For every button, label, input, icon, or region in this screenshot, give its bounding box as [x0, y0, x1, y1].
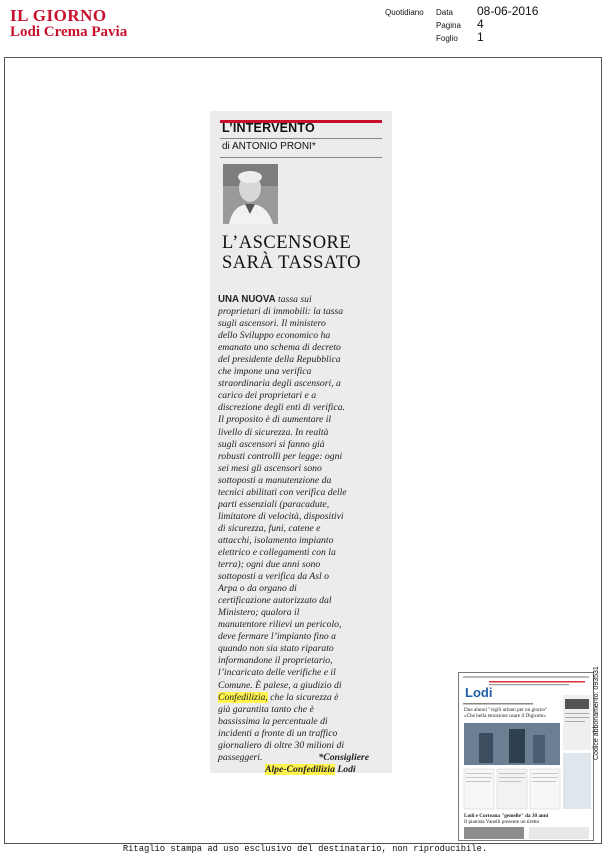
article-headline	[222, 233, 361, 273]
signature-line	[218, 764, 388, 776]
newspaper-edition: Lodi Crema Pavia	[10, 24, 128, 40]
meta-key: Foglio	[436, 34, 458, 43]
clipping-header	[0, 0, 610, 54]
clipping-meta	[436, 4, 538, 43]
thumb-headline: Due alunni "vigili urbani per un giorno"	[464, 707, 548, 713]
highlighted-term: Confedilizia,	[218, 691, 268, 703]
body-line: l’incaricato delle verifiche e il	[218, 667, 336, 679]
body-line: Il proposito è di aumentare il	[218, 414, 332, 426]
headline-line: SARÀ TASSATO	[222, 253, 362, 273]
body-line: proprietari di immobili: la tassa	[218, 306, 344, 318]
body-line: che impone una verifica	[218, 366, 312, 378]
body-line: emanato uno schema di decreto	[218, 342, 341, 354]
body-line: limitatore di velocità, dispositivi	[218, 510, 344, 522]
body-line: Comune. È palese, a giudizio di	[218, 679, 342, 691]
newspaper-name: IL GIORNO	[10, 6, 107, 25]
meta-key: Data	[436, 8, 453, 17]
lead-words: UNA NUOVA	[218, 294, 276, 305]
body-line: sugli ascensori si fanno già	[218, 438, 325, 450]
signature-role: *Consigliere	[318, 751, 370, 763]
body-line: parti essenziali (paracadute,	[218, 498, 330, 510]
meta-row-page	[436, 17, 538, 30]
body-fragment: passeggeri.	[218, 751, 263, 763]
body-fragment: tassa sui	[275, 294, 312, 305]
author-portrait-image	[223, 164, 278, 224]
body-line	[218, 294, 388, 306]
body-line: tecnici abilitati con verifica delle	[218, 486, 347, 498]
article-body	[218, 294, 388, 776]
body-line: elettrico e collegamenti con la	[218, 546, 336, 558]
meta-row-sheet	[436, 30, 538, 43]
article-kicker: L’INTERVENTO	[222, 121, 315, 135]
signature-place: Lodi	[334, 763, 356, 775]
meta-value: 08-06-2016	[477, 4, 539, 18]
body-line: di sicurezza, funi, catene e	[218, 522, 321, 534]
periodicity-label: Quotidiano	[385, 8, 424, 17]
body-line: robusti controlli per legge: ogni	[218, 450, 343, 462]
page-thumbnail-image	[459, 673, 594, 841]
body-line: incidenti a fronte di un traffico	[218, 727, 338, 739]
body-line: terra); ogni due anni sono	[218, 559, 321, 571]
body-line: bassissima la percentuale di	[218, 715, 328, 727]
body-fragment: che la sicurezza è	[267, 691, 339, 703]
body-line: sottoposti a verifica da Asl o	[218, 571, 329, 583]
meta-row-date	[436, 4, 538, 17]
body-line: sottoposti a manutenzione da	[218, 474, 332, 486]
highlighted-term: Alpe-Confedilizia	[265, 763, 335, 775]
body-line	[218, 692, 388, 704]
body-line: giornaliero di oltre 30 milioni di	[218, 739, 345, 751]
body-line: attacchi, isolamento impianto	[218, 534, 334, 546]
body-line: informandone il proprietario,	[218, 655, 333, 667]
body-line: livello di sicurezza. In realtà	[218, 426, 329, 438]
divider	[220, 138, 382, 139]
body-line: quando non sia stato riparato	[218, 643, 334, 655]
body-line: sugli ascensori. Il ministero	[218, 318, 326, 330]
thumb-headline: Il pianista Vanelli presente un tiretto	[464, 819, 540, 825]
body-line: già garantita tanto che è	[218, 703, 314, 715]
body-line: straordinaria degli ascensori, a	[218, 378, 341, 390]
author-photo	[223, 164, 278, 224]
body-line: sei mesi gli ascensori sono	[218, 462, 322, 474]
thumb-headline: «Che bella emozione usare il Digicam»	[464, 713, 546, 719]
body-line: manutentore rilievi un pericolo,	[218, 619, 342, 631]
subscription-code: Codice abbonamento: 093531	[593, 666, 600, 760]
body-line: Arpa o da organo di	[218, 583, 297, 595]
body-line: Ministero; qualora il	[218, 607, 300, 619]
headline-line: L’ASCENSORE	[222, 233, 352, 253]
body-line: del presidente della Repubblica	[218, 354, 341, 366]
meta-key: Pagina	[436, 21, 461, 30]
body-line: carico dei proprietari e a	[218, 390, 317, 402]
thumb-section-label: Lodi	[465, 685, 493, 700]
body-line: discrezione degli enti di verifica.	[218, 402, 345, 414]
article-byline: di ANTONIO PRONI*	[222, 141, 316, 152]
reproduction-notice: Ritaglio stampa ad uso esclusivo del destinatario, non riproducibile.	[122, 844, 488, 854]
meta-value: 1	[477, 30, 484, 44]
meta-value: 4	[477, 17, 484, 31]
body-line	[218, 752, 388, 764]
body-line: certificazione autorizzato dal	[218, 595, 332, 607]
body-line: deve fermare l’impianto fino a	[218, 631, 337, 643]
body-line: dello Sviluppo economico ha	[218, 330, 331, 342]
article-column	[210, 111, 392, 773]
divider	[220, 157, 382, 158]
page-thumbnail	[458, 672, 594, 841]
thumb-headline: Lodi e Corteana "gemelle" da 30 anni	[464, 813, 549, 819]
